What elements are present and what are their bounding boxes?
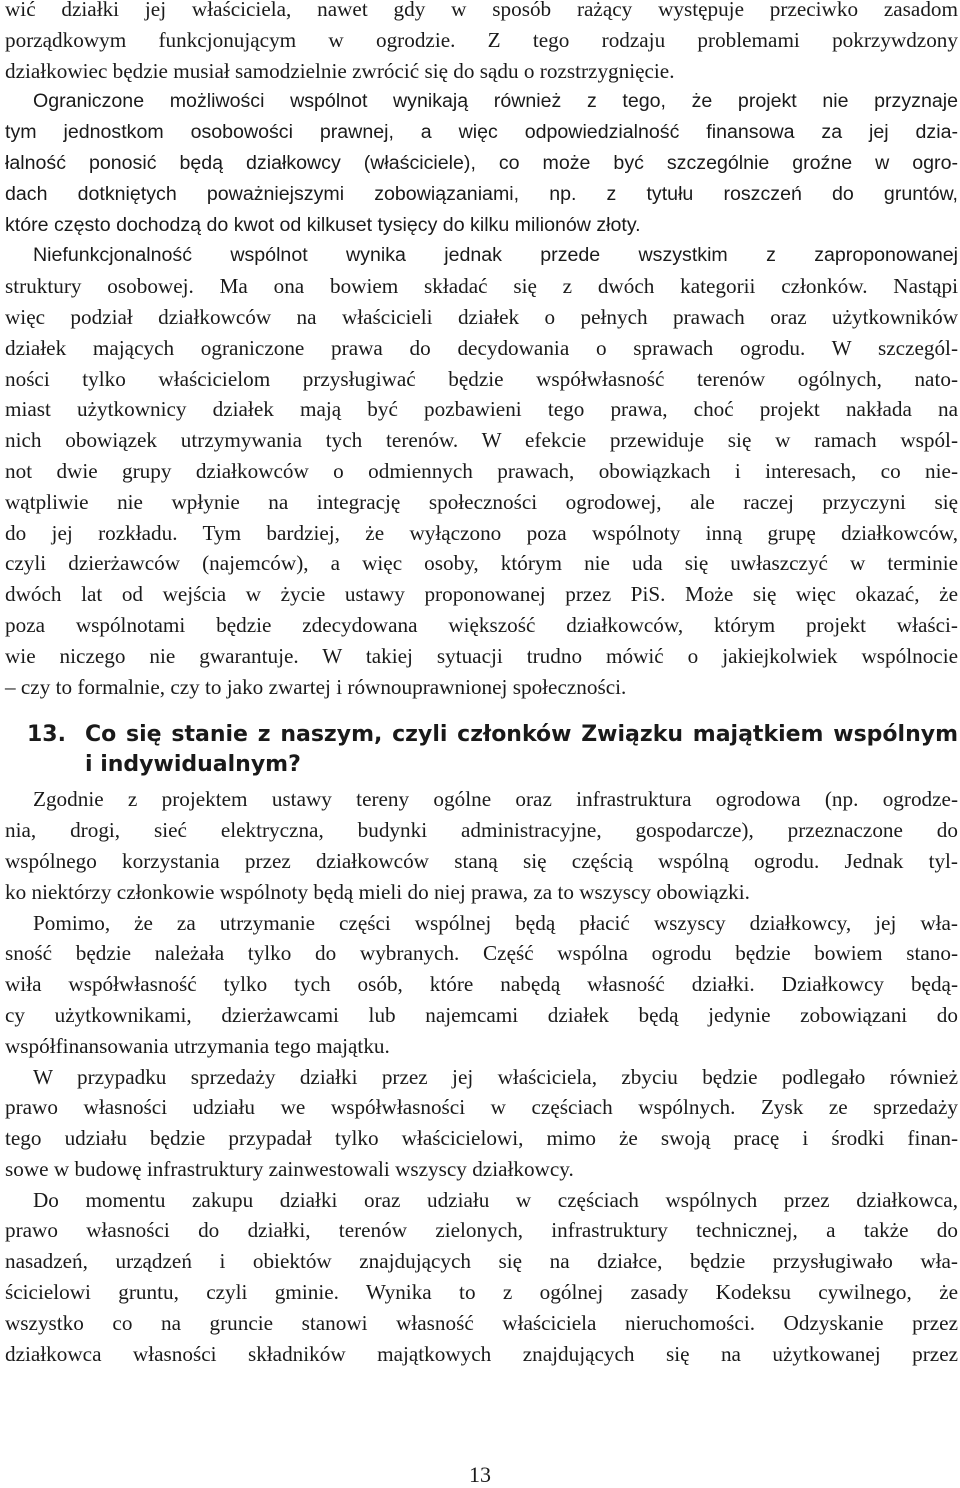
section-paragraph [5,784,958,907]
text-line: Niefunkcjonalność wspólnot wynika jednak przede wszystkim z zaproponowanej [33,244,958,267]
text-line: struktury osobowej. Ma ona bowiem składać się z dwóch kategorii członków. Nastąpi [5,274,958,299]
text-line: wszystko co na gruncie stanowi własność właściciela nieruchomości. Odzyskanie przez [5,1310,958,1335]
text-line: Do momentu zakupu działki oraz udziału w częściach wspólnych przez działkowca, [33,1187,958,1212]
paragraph-structure [5,240,958,702]
text-line: działkowiec będzie musiał samodzielnie zwrócić się do sądu o rozstrzygnięcie. [5,58,675,83]
text-line: więc podział działkowców na właścicieli działek o pełnych prawach oraz użytkowników [5,304,958,329]
text-line: wiła współwłasność tylko tych osób, które nabędą własność działki. Działkowcy będą- [5,972,958,997]
text-line: porządkowym funkcjonującym w ogrodzie. Z tego rodzaju problemami pokrzywdzony [5,27,958,52]
section-number: 13. [27,722,66,748]
text-line: dach dotkniętych poważniejszymi zobowiązaniami, np. z tytułu roszczeń do gruntów, [5,182,958,205]
text-line: które często dochodzą do kwot od kilkuset tysięcy do kilku milionów złoty. [5,213,641,236]
text-line: sność będzie należała tylko do wybranych. Część wspólna ogrodu będzie bowiem stano- [5,941,958,966]
paragraph-limitations [5,86,958,240]
section-heading [5,720,958,780]
text-line: nia, drogi, sieć elektryczna, budynki administracyjne, gospodarcze), przeznaczone do [5,818,958,843]
text-line: not dwie grupy działkowców o odmiennych prawach, obowiązkach i interesach, co nie- [5,458,958,483]
text-line: wątpliwie nie wpłynie na integrację społeczności ogrodowej, ale raczej przyczyni się [5,489,958,514]
section-title-line: i indywidualnym? [85,752,301,778]
text-line: cy użytkownikami, dzierżawcami lub najemcami działek będą jedynie zobowiązani do [5,1002,958,1027]
text-line: dwóch lat od wejścia w życie ustawy proponowanej przez PiS. Może się więc okazać, że [5,582,958,607]
text-line: czyli dzierżawców (najemców), a więc osoby, którym nie uda się uwłaszczyć w terminie [5,551,958,576]
text-line: Zgodnie z projektem ustawy tereny ogólne oraz infrastruktura ogrodowa (np. ogrodze- [33,787,958,812]
text-line: tym jednostkom osobowości prawnej, a więc odpowiedzialność finansowa za jej dzia- [5,121,958,144]
text-line: Ograniczone możliwości wspólnot wynikają również z tego, że projekt nie przyznaje [33,90,958,113]
section-title-line: Co się stanie z naszym, czyli członków Związku majątkiem wspólnym [85,722,958,748]
text-line: wić działki jej właściciela, nawet gdy w sposób rażący występuje przeciwko zasadom [5,0,958,21]
text-line: nich obowiązek utrzymywania tych terenów. W efekcie przewiduje się w ramach wspól- [5,428,958,453]
text-line: do jej rozkładu. Tym bardziej, że wyłączono poza wspólnoty inną grupę działkowców, [5,520,958,545]
text-line: – czy to formalnie, czy to jako zwartej i równouprawnionej społeczności. [5,674,627,699]
text-line: sowe w budowę infrastruktury zainwestowali wszyscy działkowcy. [5,1156,574,1181]
text-line: wie niczego nie gwarantuje. W takiej sytuacji trudno mówić o jakiejkolwiek wspólnocie [5,643,958,668]
page-number: 13 [469,1462,491,1487]
text-line: miast użytkownicy działek mają być pozbawieni tego prawa, choć projekt nakłada na [5,397,958,422]
text-line: poza wspólnotami będzie zdecydowana większość działkowców, którym projekt właści- [5,612,958,637]
text-line: ścicielowi gruntu, czyli gminie. Wynika to z ogólnej zasady Kodeksu cywilnego, że [5,1280,958,1305]
section-paragraph [5,908,958,1062]
text-line: łalność ponosić będą działkowcy (właściciele), co może być szczególnie groźne w ogro- [5,151,958,174]
section-paragraph [5,1062,958,1185]
text-line: działek mających ograniczone prawa do decydowania o sprawach ogrodu. W szczegól- [5,335,958,360]
text-line: wspólnego korzystania przez działkowców staną się częścią wspólną ogrodu. Jednak tyl- [5,848,958,873]
text-line: ko niektórzy członkowie wspólnoty będą mieli do niej prawa, za to wszyscy obowiązki. [5,879,750,904]
text-line: tego udziału będzie przypadał tylko właścicielowi, mimo że swoją pracę i środki finan- [5,1126,958,1151]
paragraph-continuation [5,0,958,86]
text-line: W przypadku sprzedaży działki przez jej właściciela, zbyciu będzie podlegało również [33,1064,958,1089]
text-line: nasadzeń, urządzeń i obiektów znajdujących się na działce, będzie przysługiwało wła- [5,1249,958,1274]
section-title [85,720,958,780]
text-line: Pomimo, że za utrzymanie części wspólnej będą płacić wszyscy działkowcy, jej wła- [33,910,958,935]
text-line: ności tylko właścicielom przysługiwać będzie współwłasność terenów ogólnych, nato- [5,366,958,391]
section-paragraph [5,1185,958,1370]
text-line: prawo własności udziału we współwłasności w częściach wspólnych. Zysk ze sprzedaży [5,1095,958,1120]
text-line: prawo własności do działki, terenów zielonych, infrastruktury technicznej, a także do [5,1218,958,1243]
text-line: działkowca własności składników majątkowych znajdujących się na użytkowanej przez [5,1341,958,1366]
document-page [5,0,958,1369]
text-line: współfinansowania utrzymania tego majątku. [5,1033,390,1058]
